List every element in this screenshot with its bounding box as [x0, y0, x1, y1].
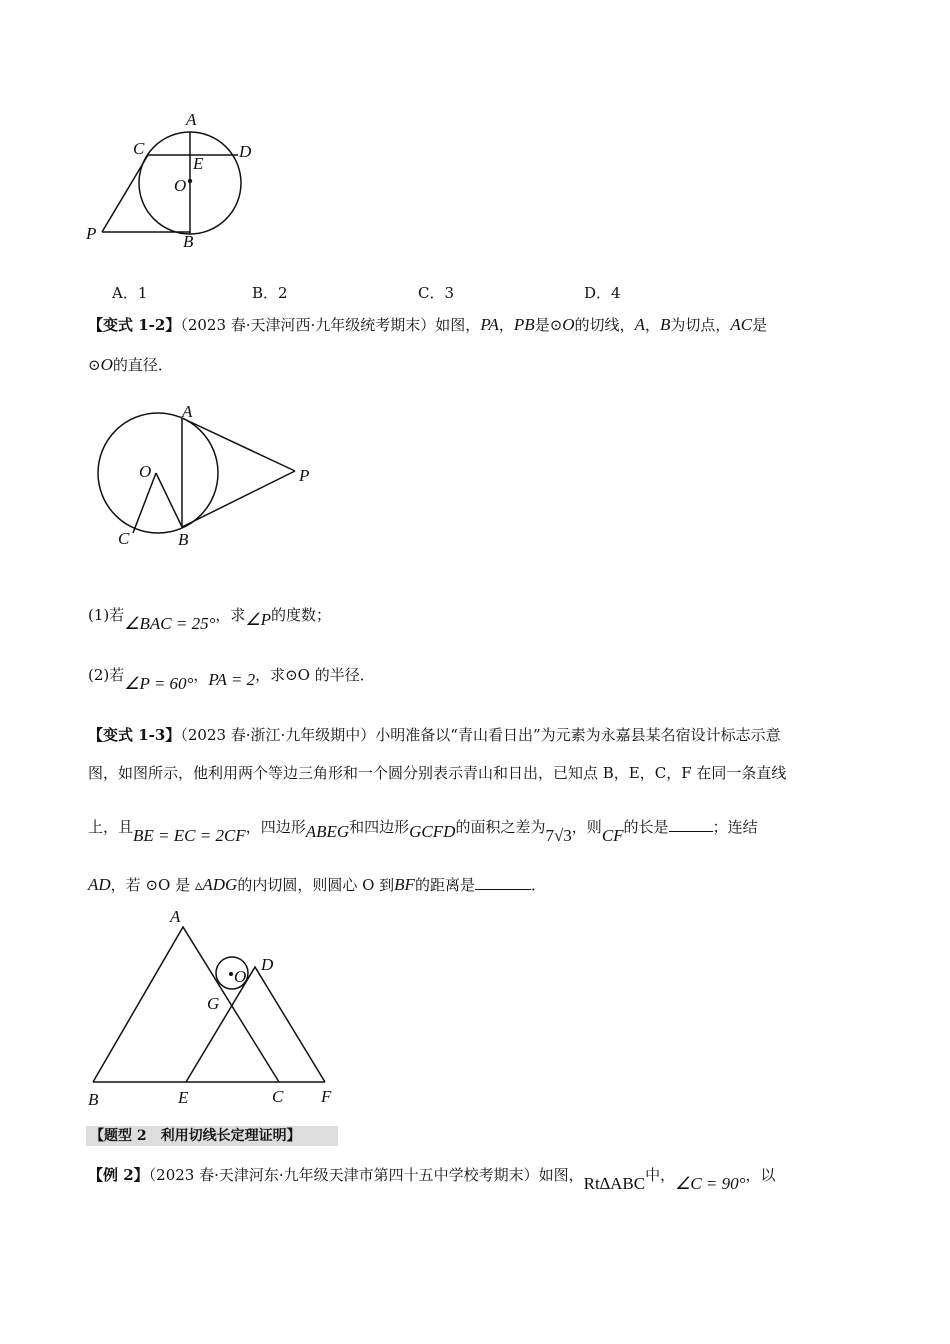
- option-c: C．3: [418, 284, 455, 302]
- v13-l4a: ，若 ⊙O 是 ▵: [110, 876, 203, 894]
- q2-math-pa: PA = 2: [208, 670, 256, 689]
- v12-q1: [88, 604, 332, 633]
- fig2-label-C: C: [118, 529, 130, 548]
- v13-math-ad: AD: [88, 875, 111, 894]
- v13-l3f: 的长是: [623, 818, 669, 836]
- fig2-label-A: A: [182, 402, 193, 421]
- fig2-segment-ao: [156, 418, 182, 473]
- v13-l3e: ，则: [571, 818, 602, 836]
- fig2-tangent-pa: [182, 418, 295, 471]
- v13-math-be-ec: BE = EC = 2CF: [133, 826, 246, 845]
- q1-math-angle-bac: ∠BAC = 25°: [124, 614, 216, 633]
- ex2-t2: ，以: [745, 1166, 776, 1184]
- fig1-center-dot: [188, 179, 192, 183]
- fig1-tangent-pc: [102, 155, 148, 232]
- v13-math-adg: ADG: [202, 875, 238, 894]
- v12-line2: [88, 354, 173, 375]
- v12-t2: 的切线，: [574, 316, 635, 334]
- v13-line2: [88, 762, 786, 783]
- v12-line2-symbol: ⊙: [88, 356, 101, 374]
- v12-q2: [88, 664, 375, 693]
- fig2-label-O: O: [139, 462, 152, 481]
- v12-line2-text: 的直径．: [112, 356, 173, 374]
- fig3-label-C: C: [272, 1087, 284, 1106]
- fig1-label-C: C: [133, 139, 145, 158]
- q1-math-angle-p: ∠P: [245, 610, 272, 629]
- v12-sep1: ，: [498, 316, 514, 334]
- fig2-segment-oc: [133, 473, 156, 533]
- fig3-label-D: D: [261, 955, 274, 974]
- q2-pre: (2)若: [88, 666, 125, 684]
- figure-circle-tangent-2: [90, 400, 320, 540]
- q2-mid: ，: [193, 666, 209, 684]
- fig3-label-A: A: [170, 907, 181, 926]
- v12-line1: [88, 314, 767, 335]
- v12-tag: 【变式 1-2】: [88, 316, 181, 334]
- v13-tag: 【变式 1-3】: [88, 726, 181, 744]
- fig1-label-D: D: [239, 142, 252, 161]
- v12-line2-o: O: [100, 355, 113, 374]
- fig2-label-B: B: [178, 530, 189, 549]
- v12-m3: O: [562, 315, 575, 334]
- fig2-label-P: P: [299, 466, 310, 485]
- v13-l4b: 的内切圆，则圆心 O 到: [237, 876, 395, 894]
- v12-m1: PA: [480, 315, 499, 334]
- v13-l3g: ；连结: [712, 818, 758, 836]
- fig2-segment-ob: [156, 473, 182, 527]
- q2-math-angle-p: ∠P = 60°: [124, 674, 194, 693]
- v13-math-cf: CF: [601, 826, 624, 845]
- fig3-label-G: G: [207, 994, 220, 1013]
- fig1-label-P: P: [86, 224, 97, 243]
- fig3-label-F: F: [321, 1087, 332, 1106]
- ex2-line1: [88, 1164, 776, 1193]
- v12-source: （2023 春·天津河西·九年级统考期末）如图，: [180, 316, 481, 334]
- ex2-math-angle-c: ∠C = 90°: [675, 1174, 746, 1193]
- v13-l3b: ，四边形: [245, 818, 306, 836]
- option-a: A．1: [112, 284, 148, 302]
- fig3-label-O: O: [234, 967, 247, 986]
- fig3-triangle-edf: [186, 967, 325, 1082]
- ex2-math-rt-abc: Rt∆ABC: [583, 1174, 646, 1193]
- v13-blank-2: [475, 875, 531, 890]
- v12-m6: AC: [730, 315, 753, 334]
- section-heading-type-2: 【题型 2 利用切线长定理证明】: [86, 1126, 338, 1146]
- ex2-t1: 中，: [645, 1166, 676, 1184]
- v13-line1: [88, 724, 781, 745]
- q1-mid: ，求: [215, 606, 246, 624]
- v13-l4c: 的距离是: [414, 876, 475, 894]
- v12-m2: PB: [513, 315, 535, 334]
- fig1-label-O: O: [174, 176, 187, 195]
- fig3-triangle-abc: [93, 927, 279, 1082]
- v13-line1-text: （2023 春·浙江·九年级期中）小明准备以“青山看日出”为元素为永嘉县某名宿设计标志示意: [180, 726, 781, 744]
- q1-post: 的度数；: [271, 606, 332, 624]
- ex2-source: （2023 春·天津河东·九年级天津市第四十五中学校考期末）如图，: [148, 1166, 584, 1184]
- v12-sep2: ，: [644, 316, 660, 334]
- q2-post: ，求⊙O 的半径．: [255, 666, 375, 684]
- v12-m5: B: [659, 315, 671, 334]
- fig3-label-E: E: [178, 1088, 189, 1107]
- v13-blank-1: [669, 817, 713, 832]
- q1-pre: (1)若: [88, 606, 125, 624]
- fig1-label-B: B: [183, 232, 194, 251]
- v13-math-gcfd: GCFD: [409, 822, 456, 841]
- option-d: D．4: [584, 284, 621, 302]
- fig3-incircle-center: [229, 972, 233, 976]
- fig2-circle: [98, 413, 218, 533]
- v13-l3c: 和四边形: [349, 818, 410, 836]
- v13-math-abeg: ABEG: [305, 822, 350, 841]
- ex2-tag: 【例 2】: [88, 1166, 149, 1184]
- v12-t4: 是: [752, 316, 768, 334]
- v13-math-bf: BF: [394, 875, 415, 894]
- fig3-label-B: B: [88, 1090, 99, 1109]
- v13-line3: [88, 816, 758, 845]
- v13-line2-text: 图，如图所示，他利用两个等边三角形和一个圆分别表示青山和日出，已知点 B，E，C，F 在同一条直线: [88, 764, 787, 782]
- fig1-label-A: A: [186, 110, 197, 129]
- fig1-label-E: E: [193, 154, 204, 173]
- v13-l4d: ．: [530, 876, 546, 894]
- v13-math-7root3: 7√3: [545, 826, 572, 845]
- v12-t1: 是⊙: [534, 316, 563, 334]
- v13-l3d: 的面积之差为: [455, 818, 546, 836]
- option-b: B．2: [252, 284, 288, 302]
- v12-t3: 为切点，: [670, 316, 731, 334]
- v13-l3a: 上，且: [88, 818, 134, 836]
- v12-m4: A: [634, 315, 645, 334]
- v13-line4: [88, 874, 546, 895]
- fig2-tangent-pb: [182, 471, 295, 527]
